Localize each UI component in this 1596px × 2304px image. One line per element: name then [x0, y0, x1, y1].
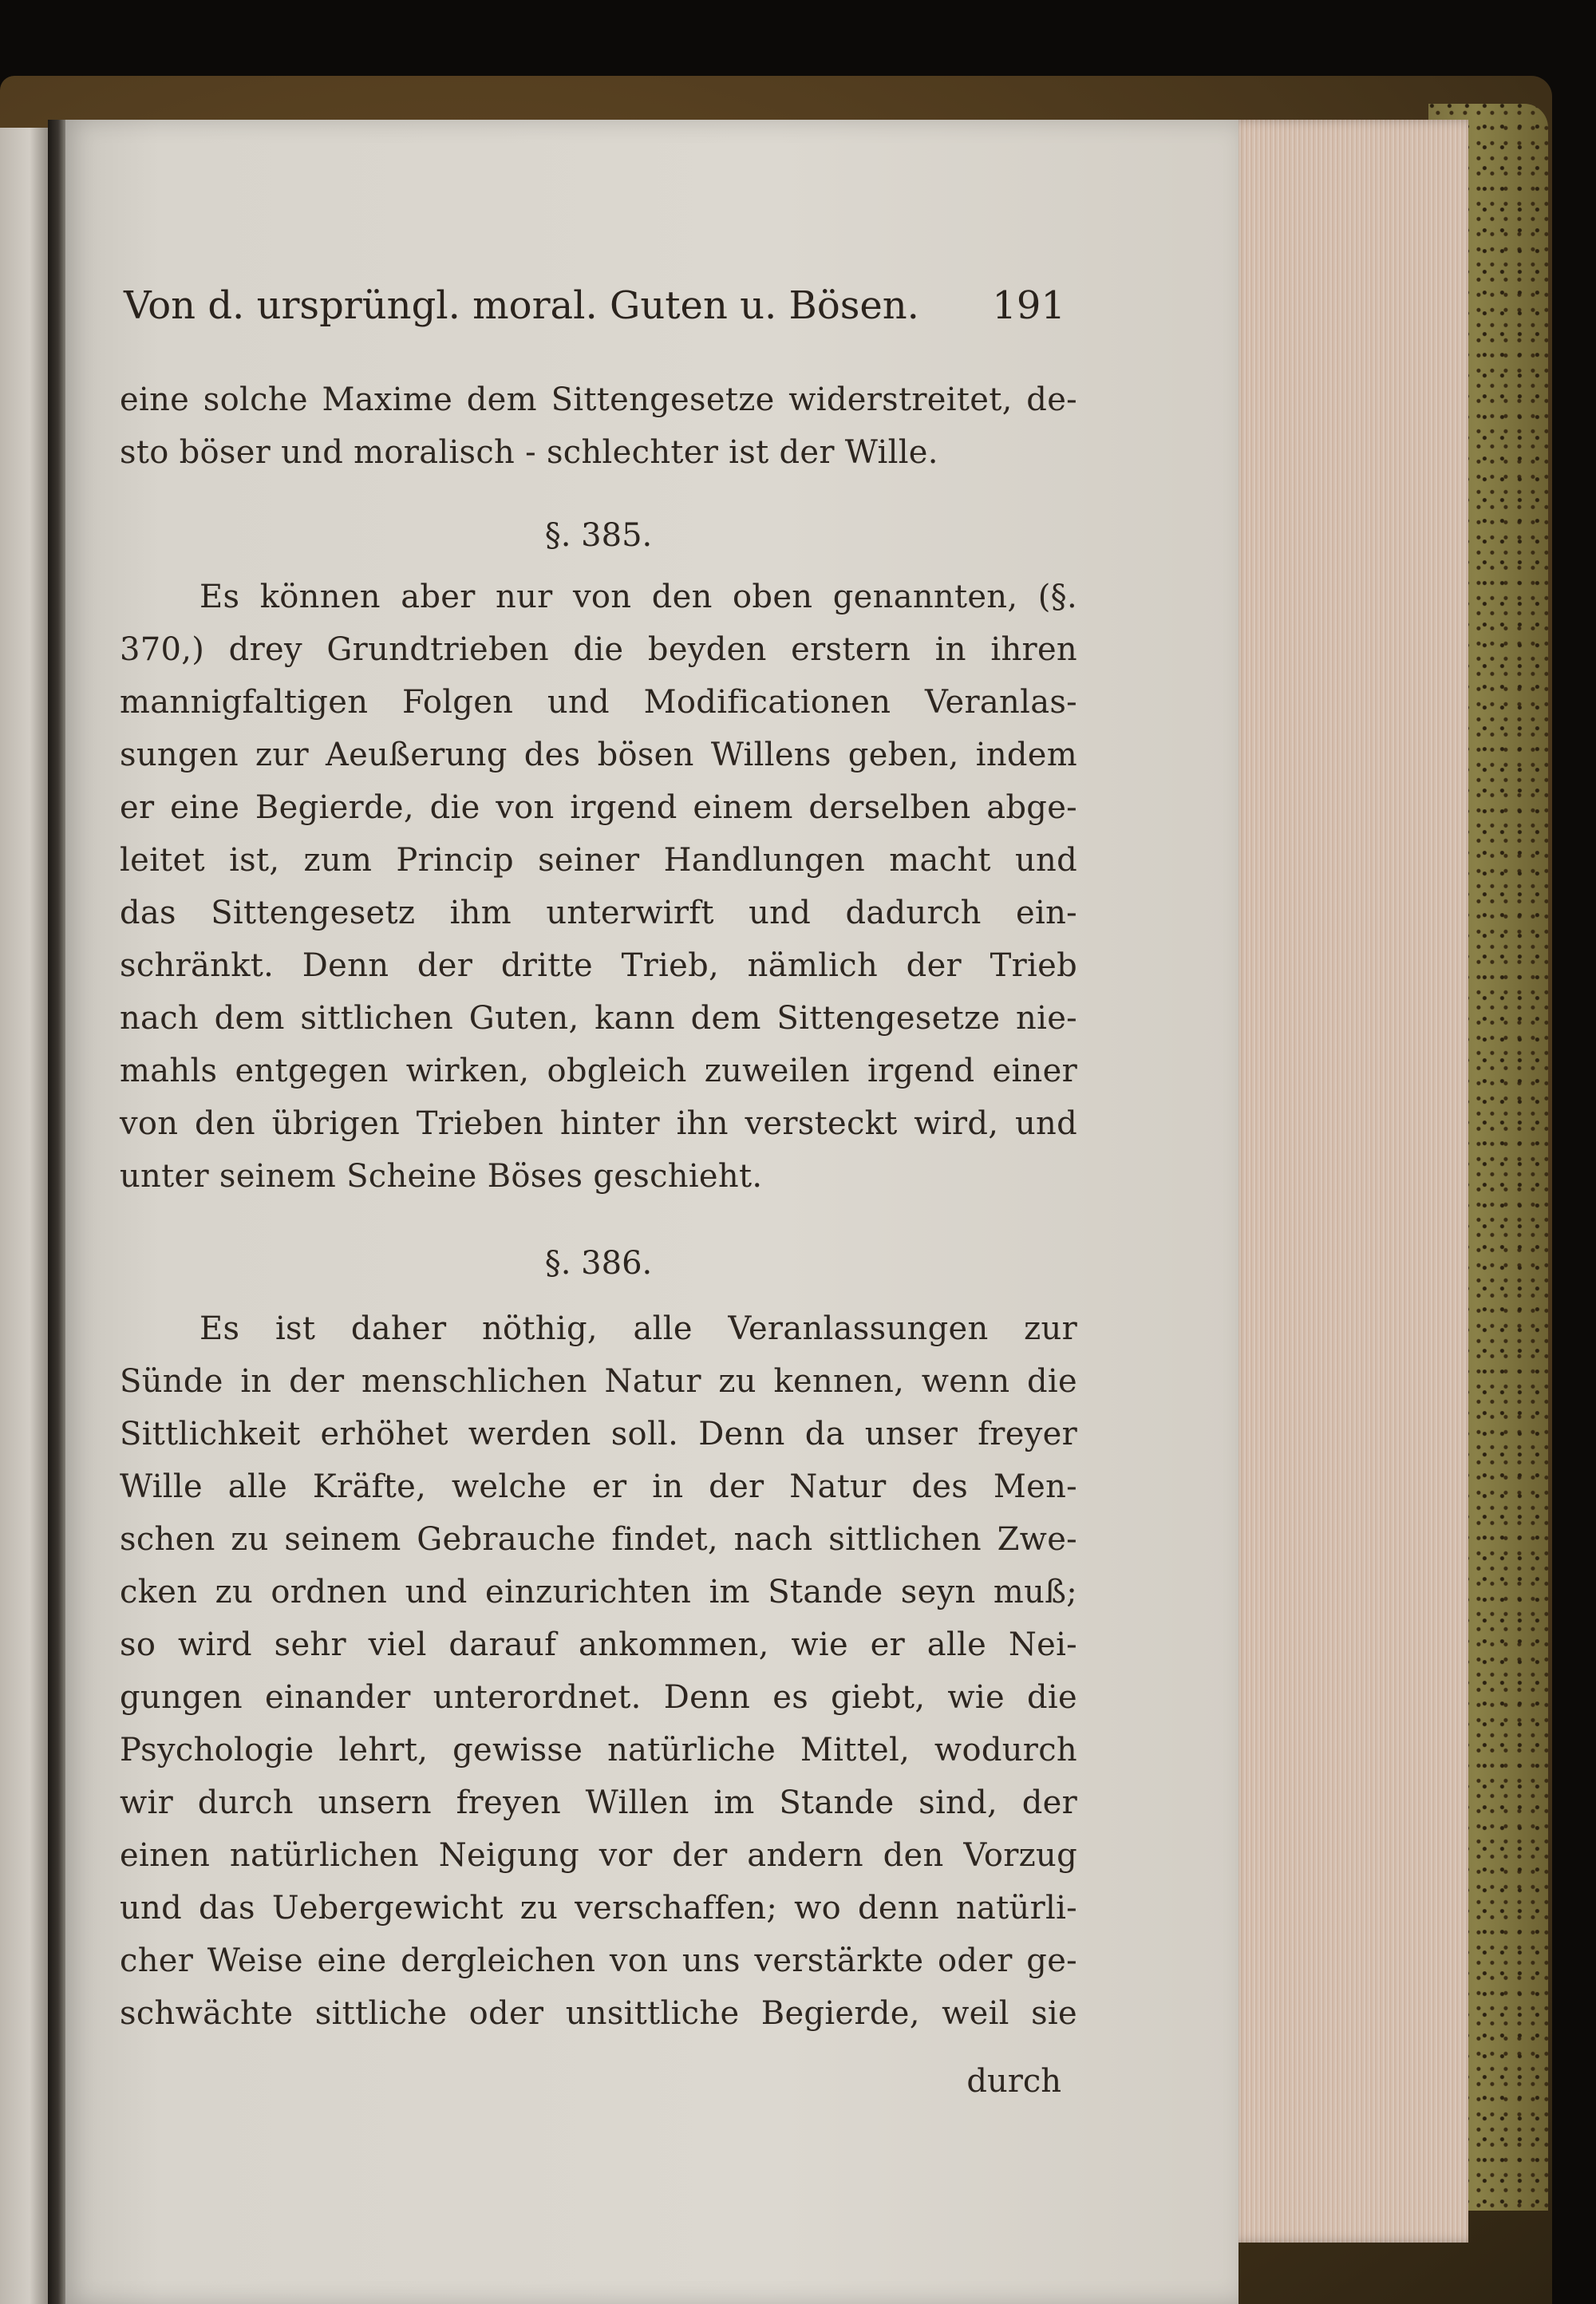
section-386-text [120, 1302, 1077, 2040]
page-edges [1229, 120, 1468, 2243]
text-line: schwächte sittliche oder unsittliche Begierde, weil sie [120, 1995, 1077, 2032]
text-line: leitet ist, zum Princip seiner Handlungen macht und [120, 842, 1077, 879]
section-385-text [120, 571, 1077, 1203]
text-line: eine solche Maxime dem Sittengesetze widerstreitet, de- [120, 381, 1077, 418]
running-title: Von d. ursprüngl. moral. Guten u. Bösen. [124, 283, 919, 328]
text-line: Psychologie lehrt, gewisse natürliche Mittel, wodurch [120, 1732, 1077, 1769]
text-line: gungen einander unterordnet. Denn es giebt, wie die [120, 1679, 1077, 1716]
text-line: Es ist daher nöthig, alle Veranlassungen zur [200, 1310, 1077, 1347]
text-line: schen zu seinem Gebrauche findet, nach sittlichen Zwe- [120, 1521, 1077, 1558]
text-line: wir durch unsern freyen Willen im Stande sind, der [120, 1784, 1077, 1821]
page-number: 191 [992, 283, 1065, 328]
catchword: durch [966, 2063, 1061, 2100]
text-line: so wird sehr viel darauf ankommen, wie er alle Nei- [120, 1626, 1077, 1663]
text-line: das Sittengesetz ihm unterwirft und dadurch ein- [120, 895, 1077, 931]
text-line: schränkt. Denn der dritte Trieb, nämlich der Trieb [120, 947, 1077, 984]
running-header [124, 283, 1065, 328]
section-heading: §. 386. [544, 1245, 653, 1282]
text-line: unter seinem Scheine Böses geschieht. [120, 1158, 763, 1195]
text-line: sungen zur Aeußerung des bösen Willens geben, indem [120, 737, 1077, 773]
text-line: er eine Begierde, die von irgend einem derselben abge- [120, 789, 1077, 826]
text-line: sto böser und moralisch - schlechter ist der Wille. [120, 434, 938, 471]
text-line: 370,) drey Grundtrieben die beyden erstern in ihren [120, 631, 1077, 668]
left-page-edge [0, 128, 49, 2304]
text-line: mahls entgegen wirken, obgleich zuweilen irgend einer [120, 1053, 1077, 1089]
text-line: nach dem sittlichen Guten, kann dem Sittengesetze nie- [120, 1000, 1077, 1037]
text-line: Wille alle Kräfte, welche er in der Natur des Men- [120, 1468, 1077, 1505]
text-line: von den übrigen Trieben hinter ihn versteckt wird, und [120, 1105, 1077, 1142]
text-line: cken zu ordnen und einzurichten im Stande seyn muß; [120, 1574, 1077, 1610]
text-line: mannigfaltigen Folgen und Modificationen Veranlas- [120, 684, 1077, 721]
text-line: cher Weise eine dergleichen von uns verstärkte oder ge- [120, 1942, 1077, 1979]
text-line: Sünde in der menschlichen Natur zu kennen, wenn die [120, 1363, 1077, 1400]
section-heading: §. 385. [544, 517, 653, 554]
text-line: Sittlichkeit erhöhet werden soll. Denn da unser freyer [120, 1416, 1077, 1452]
text-line: einen natürlichen Neigung vor der andern den Vorzug [120, 1837, 1077, 1874]
text-line: und das Uebergewicht zu verschaffen; wo denn natürli- [120, 1890, 1077, 1927]
text-line: Es können aber nur von den oben genannten, (§. [200, 579, 1077, 615]
continuation-text [120, 373, 1077, 479]
